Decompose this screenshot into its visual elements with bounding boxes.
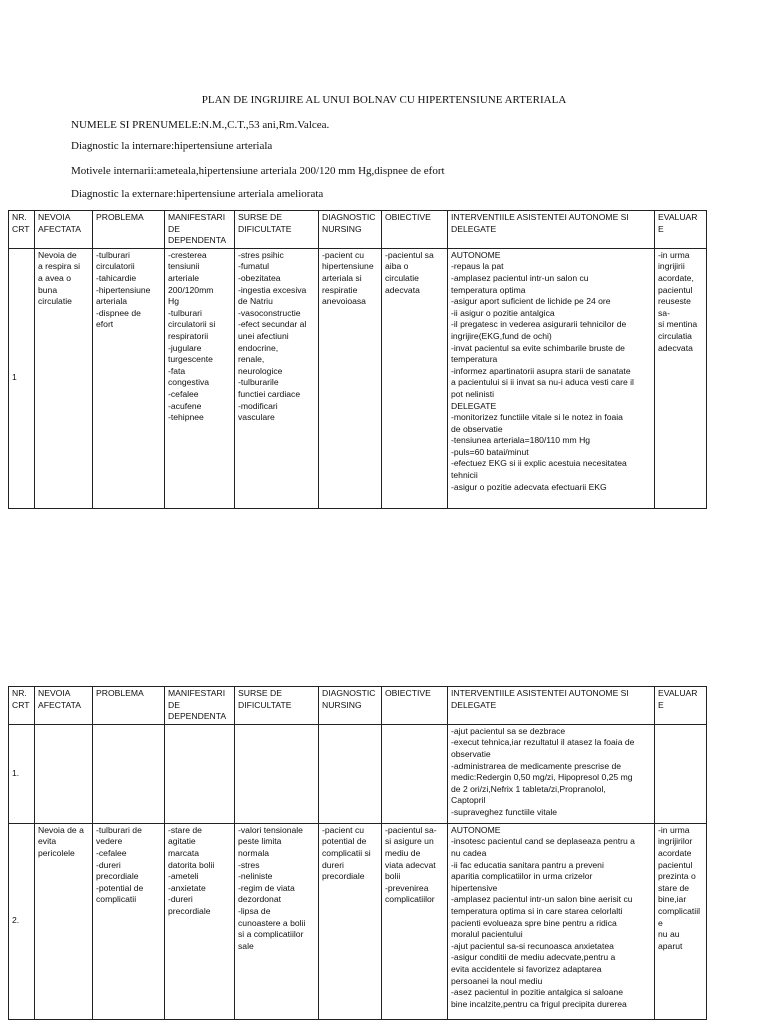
cell-objectives: -pacientul sa- si asigure un mediu de viata adecvat bolii -prevenirea complicatiilor <box>382 823 448 1019</box>
header-problem: PROBLEMA <box>93 211 165 249</box>
table-row <box>9 724 707 823</box>
header-objectives: OBIECTIVE <box>382 211 448 249</box>
header-need: NEVOIA AFECTATA <box>35 687 93 725</box>
header-evaluation: EVALUARE <box>655 211 707 249</box>
cell-diagnostic: -pacient cu hipertensiune arteriala si respiratie anevoioasa <box>319 248 382 508</box>
cell-need: Nevoia de a evita pericolele <box>35 823 93 1019</box>
patient-name: NUMELE SI PRENUMELE:N.M.,C.T.,53 ani,Rm.Valcea. <box>71 119 330 131</box>
cell-manifest: -cresterea tensiunii arteriale 200/120mm Hg -tulburari circulatorii si respiratorii -jugulare turgescente -fata congestiva -cefalee -acufene -tehipnee <box>165 248 235 508</box>
table-header-row <box>9 211 707 249</box>
header-manifest: MANIFESTARI DE DEPENDENTA <box>165 687 235 725</box>
admission-reasons: Motivele internarii:ameteala,hipertensiune arteriala 200/120 mm Hg,dispnee de efort <box>71 165 445 177</box>
header-nr: NR. CRT <box>9 687 35 725</box>
header-interventions: INTERVENTIILE ASISTENTEI AUTONOME SI DELEGATE <box>448 687 655 725</box>
cell-manifest <box>165 724 235 823</box>
header-problem: PROBLEMA <box>93 687 165 725</box>
cell-evaluation: -in urma ingrijirii acordate, pacientul reuseste sa- si mentina circulatia adecvata <box>655 248 707 508</box>
page-title: PLAN DE INGRIJIRE AL UNUI BOLNAV CU HIPERTENSIUNE ARTERIALA <box>201 94 567 106</box>
cell-diagnostic: -pacient cu potential de complicatii si dureri precordiale <box>319 823 382 1019</box>
cell-nr: 2. <box>9 823 35 1019</box>
cell-manifest: -stare de agitatie marcata datorita bolii -ameteli -anxietate -dureri precordiale <box>165 823 235 1019</box>
admission-diagnosis: Diagnostic la internare:hipertensiune arteriala <box>71 140 273 152</box>
discharge-diagnosis: Diagnostic la externare:hipertensiune arteriala ameliorata <box>71 188 324 200</box>
cell-diagnostic <box>319 724 382 823</box>
header-evaluation: EVALUARE <box>655 687 707 725</box>
cell-sources: -valori tensionale peste limita normala -stres -neliniste -regim de viata dezordonat -lipsa de cunoastere a bolii si a complicatiilor sale <box>235 823 319 1019</box>
header-diagnostic: DIAGNOSTIC NURSING <box>319 211 382 249</box>
cell-interventions: AUTONOME -insotesc pacientul cand se deplaseaza pentru a nu cadea -ii fac educatia sanitara pantru a preveni aparitia complicatiilor in urma crizelor hipertensive -amplasez pacientul intr-un salon bine aerisit cu temperatura optima si in care starea celorlalti pacienti evolueaza spre bine pentru a ridica moralul pacientului -ajut pacientul sa-si recunoasca anxietatea -asigur conditii de mediu adecvate,pentru a evita accidentele si favorizez adaptarea persoanei la noul mediu -asez pacientul in pozitie antalgica si saloane bine incalzite,pentru ca frigul precipita durerea <box>448 823 655 1019</box>
cell-need <box>35 724 93 823</box>
cell-interventions: -ajut pacientul sa se dezbrace -execut tehnica,iar rezultatul il atasez la foaia de observatie -administrarea de medicamente prescrise de medic:Redergin 0,50 mg/zi, Hipopresol 0,25 mg de 2 ori/zi,Nefrix 1 tableta/zi,Propranolol, Captopril -supraveghez functiile vitale <box>448 724 655 823</box>
cell-evaluation: -in urma ingrijirilor acordate pacientul prezinta o stare de bine,iar complicatiile nu au aparut <box>655 823 707 1019</box>
header-manifest: MANIFESTARI DE DEPENDENTA <box>165 211 235 249</box>
header-need: NEVOIA AFECTATA <box>35 211 93 249</box>
care-plan-table-1 <box>8 210 707 509</box>
header-diagnostic: DIAGNOSTIC NURSING <box>319 687 382 725</box>
cell-objectives: -pacientul sa aiba o circulatie adecvata <box>382 248 448 508</box>
table-header-row <box>9 687 707 725</box>
cell-objectives <box>382 724 448 823</box>
header-objectives: OBIECTIVE <box>382 687 448 725</box>
cell-interventions: AUTONOME -repaus la pat -amplasez pacientul intr-un salon cu temperatura optima -asigur aport suficient de lichide pe 24 ore -ii asigur o pozitie antalgica -il pregatesc in vederea asigurarii tehnicilor de ingrijire(EKG,fund de ochi) -invat pacientul sa evite schimbarile bruste de temperatura -informez apartinatorii asupra starii de sanatate a pacientului si ii invat sa nu-i aduca vesti care il pot nelinisti DELEGATE -monitorizez functiile vitale si le notez in foaia de observatie -tensiunea arteriala=180/110 mm Hg -puls=60 batai/minut -efectuez EKG si ii explic acestuia necesitatea tehnicii -asigur o pozitie adecvata efectuarii EKG <box>448 248 655 508</box>
cell-nr: 1. <box>9 724 35 823</box>
header-nr: NR. CRT <box>9 211 35 249</box>
cell-problem: -tulburari de vedere -cefalee -dureri precordiale -potential de complicatii <box>93 823 165 1019</box>
header-sources: SURSE DE DIFICULTATE <box>235 211 319 249</box>
cell-problem: -tulburari circulatorii -tahicardie -hipertensiune arteriala -dispnee de efort <box>93 248 165 508</box>
cell-sources: -stres psihic -fumatul -obezitatea -ingestia excesiva de Natriu -vasoconstructie -efect secundar al unei afectiuni endocrine, renale, neurologice -tulburarile functiei cardiace -modificari vasculare <box>235 248 319 508</box>
cell-evaluation <box>655 724 707 823</box>
care-plan-table-2 <box>8 686 707 1020</box>
cell-problem <box>93 724 165 823</box>
header-sources: SURSE DE DIFICULTATE <box>235 687 319 725</box>
cell-need: Nevoia de a respira si a avea o buna circulatie <box>35 248 93 508</box>
cell-nr: 1 <box>9 248 35 508</box>
table-row <box>9 248 707 508</box>
table-row <box>9 823 707 1019</box>
cell-sources <box>235 724 319 823</box>
header-interventions: INTERVENTIILE ASISTENTEI AUTONOME SI DELEGATE <box>448 211 655 249</box>
